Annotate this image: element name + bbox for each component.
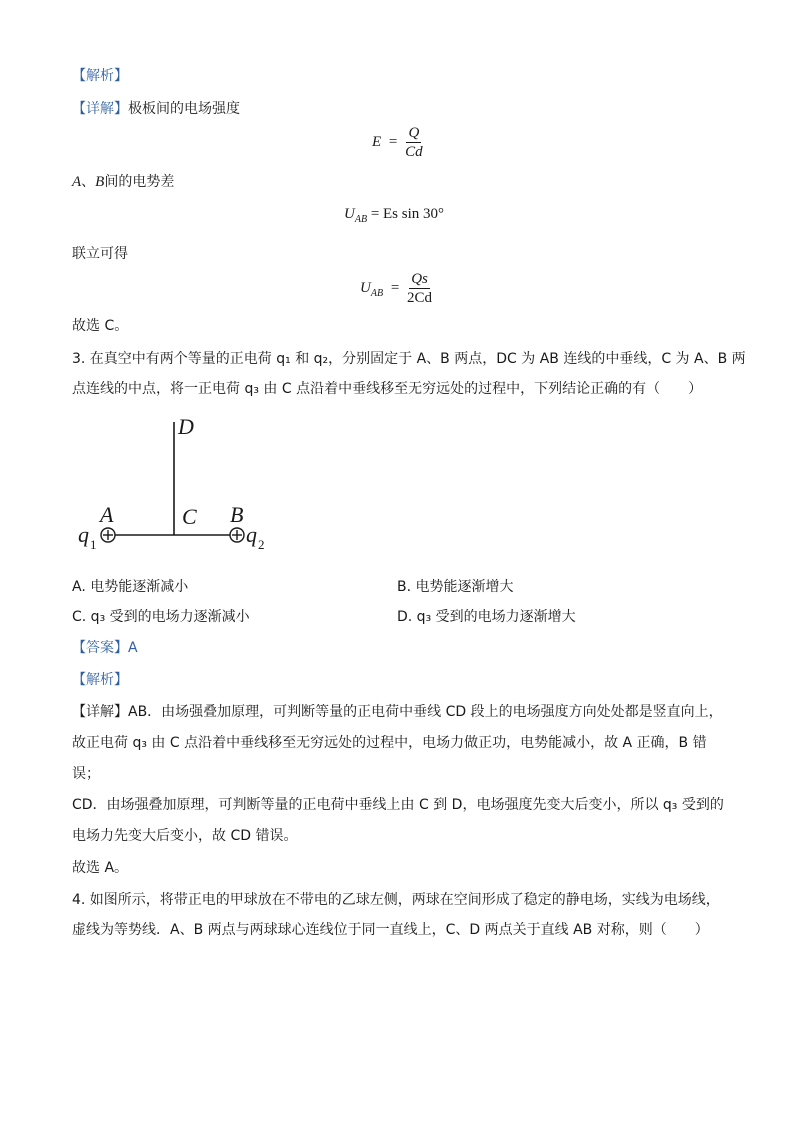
q3-stem-line1: 3. 在真空中有两个等量的正电荷 q₁ 和 q₂，分别固定于 A、B 两点，DC 为 AB 连线的中垂线，C 为 A、B 两: [72, 351, 746, 367]
option-c: C. q₃ 受到的电场力逐渐减小: [72, 609, 250, 625]
label-c: C: [182, 504, 197, 529]
q4-stem-line1: 4. 如图所示，将带正电的甲球放在不带电的乙球左侧，两球在空间形成了稳定的静电场，实线为电场线，: [72, 892, 720, 908]
q3-figure: [72, 412, 282, 557]
option-d: D. q₃ 受到的电场力逐渐增大: [397, 609, 576, 625]
label-q1-sub: 1: [90, 537, 97, 552]
q3-detail-line5: 电场力先变大后变小，故 CD 错误。: [72, 828, 298, 844]
q3-detail-line4: CD．由场强叠加原理，可判断等量的正电荷中垂线上由 C 到 D，电场强度先变大后变小，所以 q₃ 受到的: [72, 797, 724, 813]
option-a: A. 电势能逐渐减小: [72, 579, 189, 595]
detail-tag: 【详解】: [72, 101, 128, 117]
equation-field-strength: E = $\frac{Q}{Cd}$: [372, 125, 423, 160]
label-d: D: [178, 414, 194, 439]
q4-stem-line2: 虚线为等势线．A、B 两点与两球球心连线位于同一直线上，C、D 两点关于直线 AB 对称，则（ ）: [72, 922, 709, 938]
detail-text: 极板间的电场强度: [128, 101, 240, 117]
label-b: B: [230, 502, 244, 527]
equation-potential-difference: $U_{AB} = Es$ sin 30°: [344, 206, 445, 225]
q3-detail-line1: 【详解】AB．由场强叠加原理，可判断等量的正电荷中垂线 CD 段上的电场强度方向处处都是竖直向上，: [72, 704, 723, 720]
q3-analysis-tag: 【解析】: [72, 672, 128, 688]
label-q2: q: [246, 522, 257, 547]
combine-text: 联立可得: [72, 246, 128, 262]
equation-result: $U_{AB}$ = $\frac{Qs}{2Cd}$: [360, 271, 433, 306]
label-a: A: [100, 502, 114, 527]
label-q2-sub: 2: [258, 537, 265, 552]
q3-detail-line3: 误；: [72, 766, 100, 782]
label-q1: q: [78, 522, 89, 547]
choose-a: 故选 A。: [72, 860, 129, 876]
q3-detail-line2: 故正电荷 q₃ 由 C 点沿着中垂线移至无穷远处的过程中，电场力做正功，电势能减小，故 A 正确，B 错: [72, 735, 707, 751]
answer-line: 【答案】A: [72, 640, 138, 656]
q3-stem-line2: 点连线的中点，将一正电荷 q₃ 由 C 点沿着中垂线移至无穷远处的过程中，下列结论正确的有（ ）: [72, 381, 703, 397]
option-b: B. 电势能逐渐增大: [397, 579, 514, 595]
choose-c: 故选 C。: [72, 318, 129, 334]
analysis-tag: 【解析】: [72, 68, 128, 84]
detail-line: [72, 99, 240, 119]
potential-difference-line: A、B间的电势差: [72, 174, 175, 190]
